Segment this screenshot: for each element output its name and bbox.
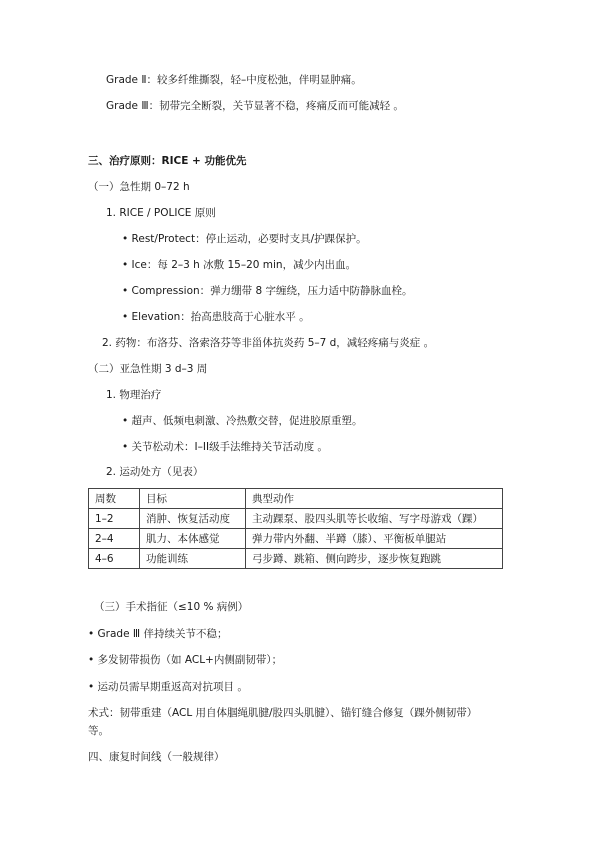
table-cell: 1–2 xyxy=(89,509,140,529)
table-row xyxy=(89,549,503,569)
surgery-technique-text: 术式：韧带重建（ACL 用自体腘绳肌腱/股四头肌腱）、锚钉缝合修复（踝外侧韧带） xyxy=(88,707,478,719)
table-cell: 消肿、恢复活动度 xyxy=(140,509,246,529)
table-header-cell: 典型动作 xyxy=(246,489,503,509)
subacute-phase-heading: （二）亚急性期 3 d–3 周 xyxy=(88,363,208,375)
grade-3-text: Grade Ⅲ：韧带完全断裂，关节显著不稳，疼痛反而可能减轻 。 xyxy=(106,100,404,112)
subacute-bullet: • 超声、低频电刺激、冷热敷交替，促进胶原重塑。 xyxy=(122,415,363,427)
exercise-prescription-table xyxy=(88,488,503,569)
table-header-row xyxy=(89,489,503,509)
surgery-technique-text-cont: 等。 xyxy=(88,725,109,737)
surgery-heading: （三）手术指征（≤10 % 病例） xyxy=(94,601,249,613)
acute-bullet: • Rest/Protect：停止运动，必要时支具/护踝保护。 xyxy=(122,233,367,245)
subacute-bullet: • 关节松动术：I–II级手法维持关节活动度 。 xyxy=(122,441,328,453)
table-cell: 肌力、本体感觉 xyxy=(140,529,246,549)
acute-bullet: • Elevation：抬高患肢高于心脏水平 。 xyxy=(122,311,310,323)
table-cell: 主动踝泵、股四头肌等长收缩、写字母游戏（踝） xyxy=(246,509,503,529)
table-row xyxy=(89,509,503,529)
grade-2-text: Grade Ⅱ：较多纤维撕裂，轻–中度松弛，伴明显肿痛。 xyxy=(106,74,362,86)
table-cell: 弹力带内外翻、半蹲（膝）、平衡板单腿站 xyxy=(246,529,503,549)
table-row xyxy=(89,529,503,549)
table-header-cell: 目标 xyxy=(140,489,246,509)
section-3-title: 三、治疗原则：RICE + 功能优先 xyxy=(88,155,247,167)
table-cell: 4–6 xyxy=(89,549,140,569)
subacute-item-1: 1. 物理治疗 xyxy=(106,389,162,401)
acute-item-2: 2. 药物：布洛芬、洛索洛芬等非甾体抗炎药 5–7 d，减轻疼痛与炎症 。 xyxy=(102,337,435,349)
acute-bullet: • Ice：每 2–3 h 冰敷 15–20 min，减少内出血。 xyxy=(122,259,357,271)
table-cell: 功能训练 xyxy=(140,549,246,569)
acute-phase-heading: （一）急性期 0–72 h xyxy=(88,181,190,193)
table-cell: 弓步蹲、跳箱、侧向跨步，逐步恢复跑跳 xyxy=(246,549,503,569)
subacute-item-2: 2. 运动处方（见表） xyxy=(106,466,204,478)
surgery-bullet: • Grade Ⅲ 伴持续关节不稳； xyxy=(88,628,228,640)
surgery-bullet: • 运动员需早期重返高对抗项目 。 xyxy=(88,681,248,693)
acute-item-1: 1. RICE / POLICE 原则 xyxy=(106,207,216,219)
section-4-title: 四、康复时间线（一般规律） xyxy=(88,751,225,763)
surgery-bullet: • 多发韧带损伤（如 ACL+内侧副韧带）； xyxy=(88,654,283,666)
table-header-cell: 周数 xyxy=(89,489,140,509)
table-cell: 2–4 xyxy=(89,529,140,549)
acute-bullet: • Compression：弹力绷带 8 字缠绕，压力适中防静脉血栓。 xyxy=(122,285,413,297)
